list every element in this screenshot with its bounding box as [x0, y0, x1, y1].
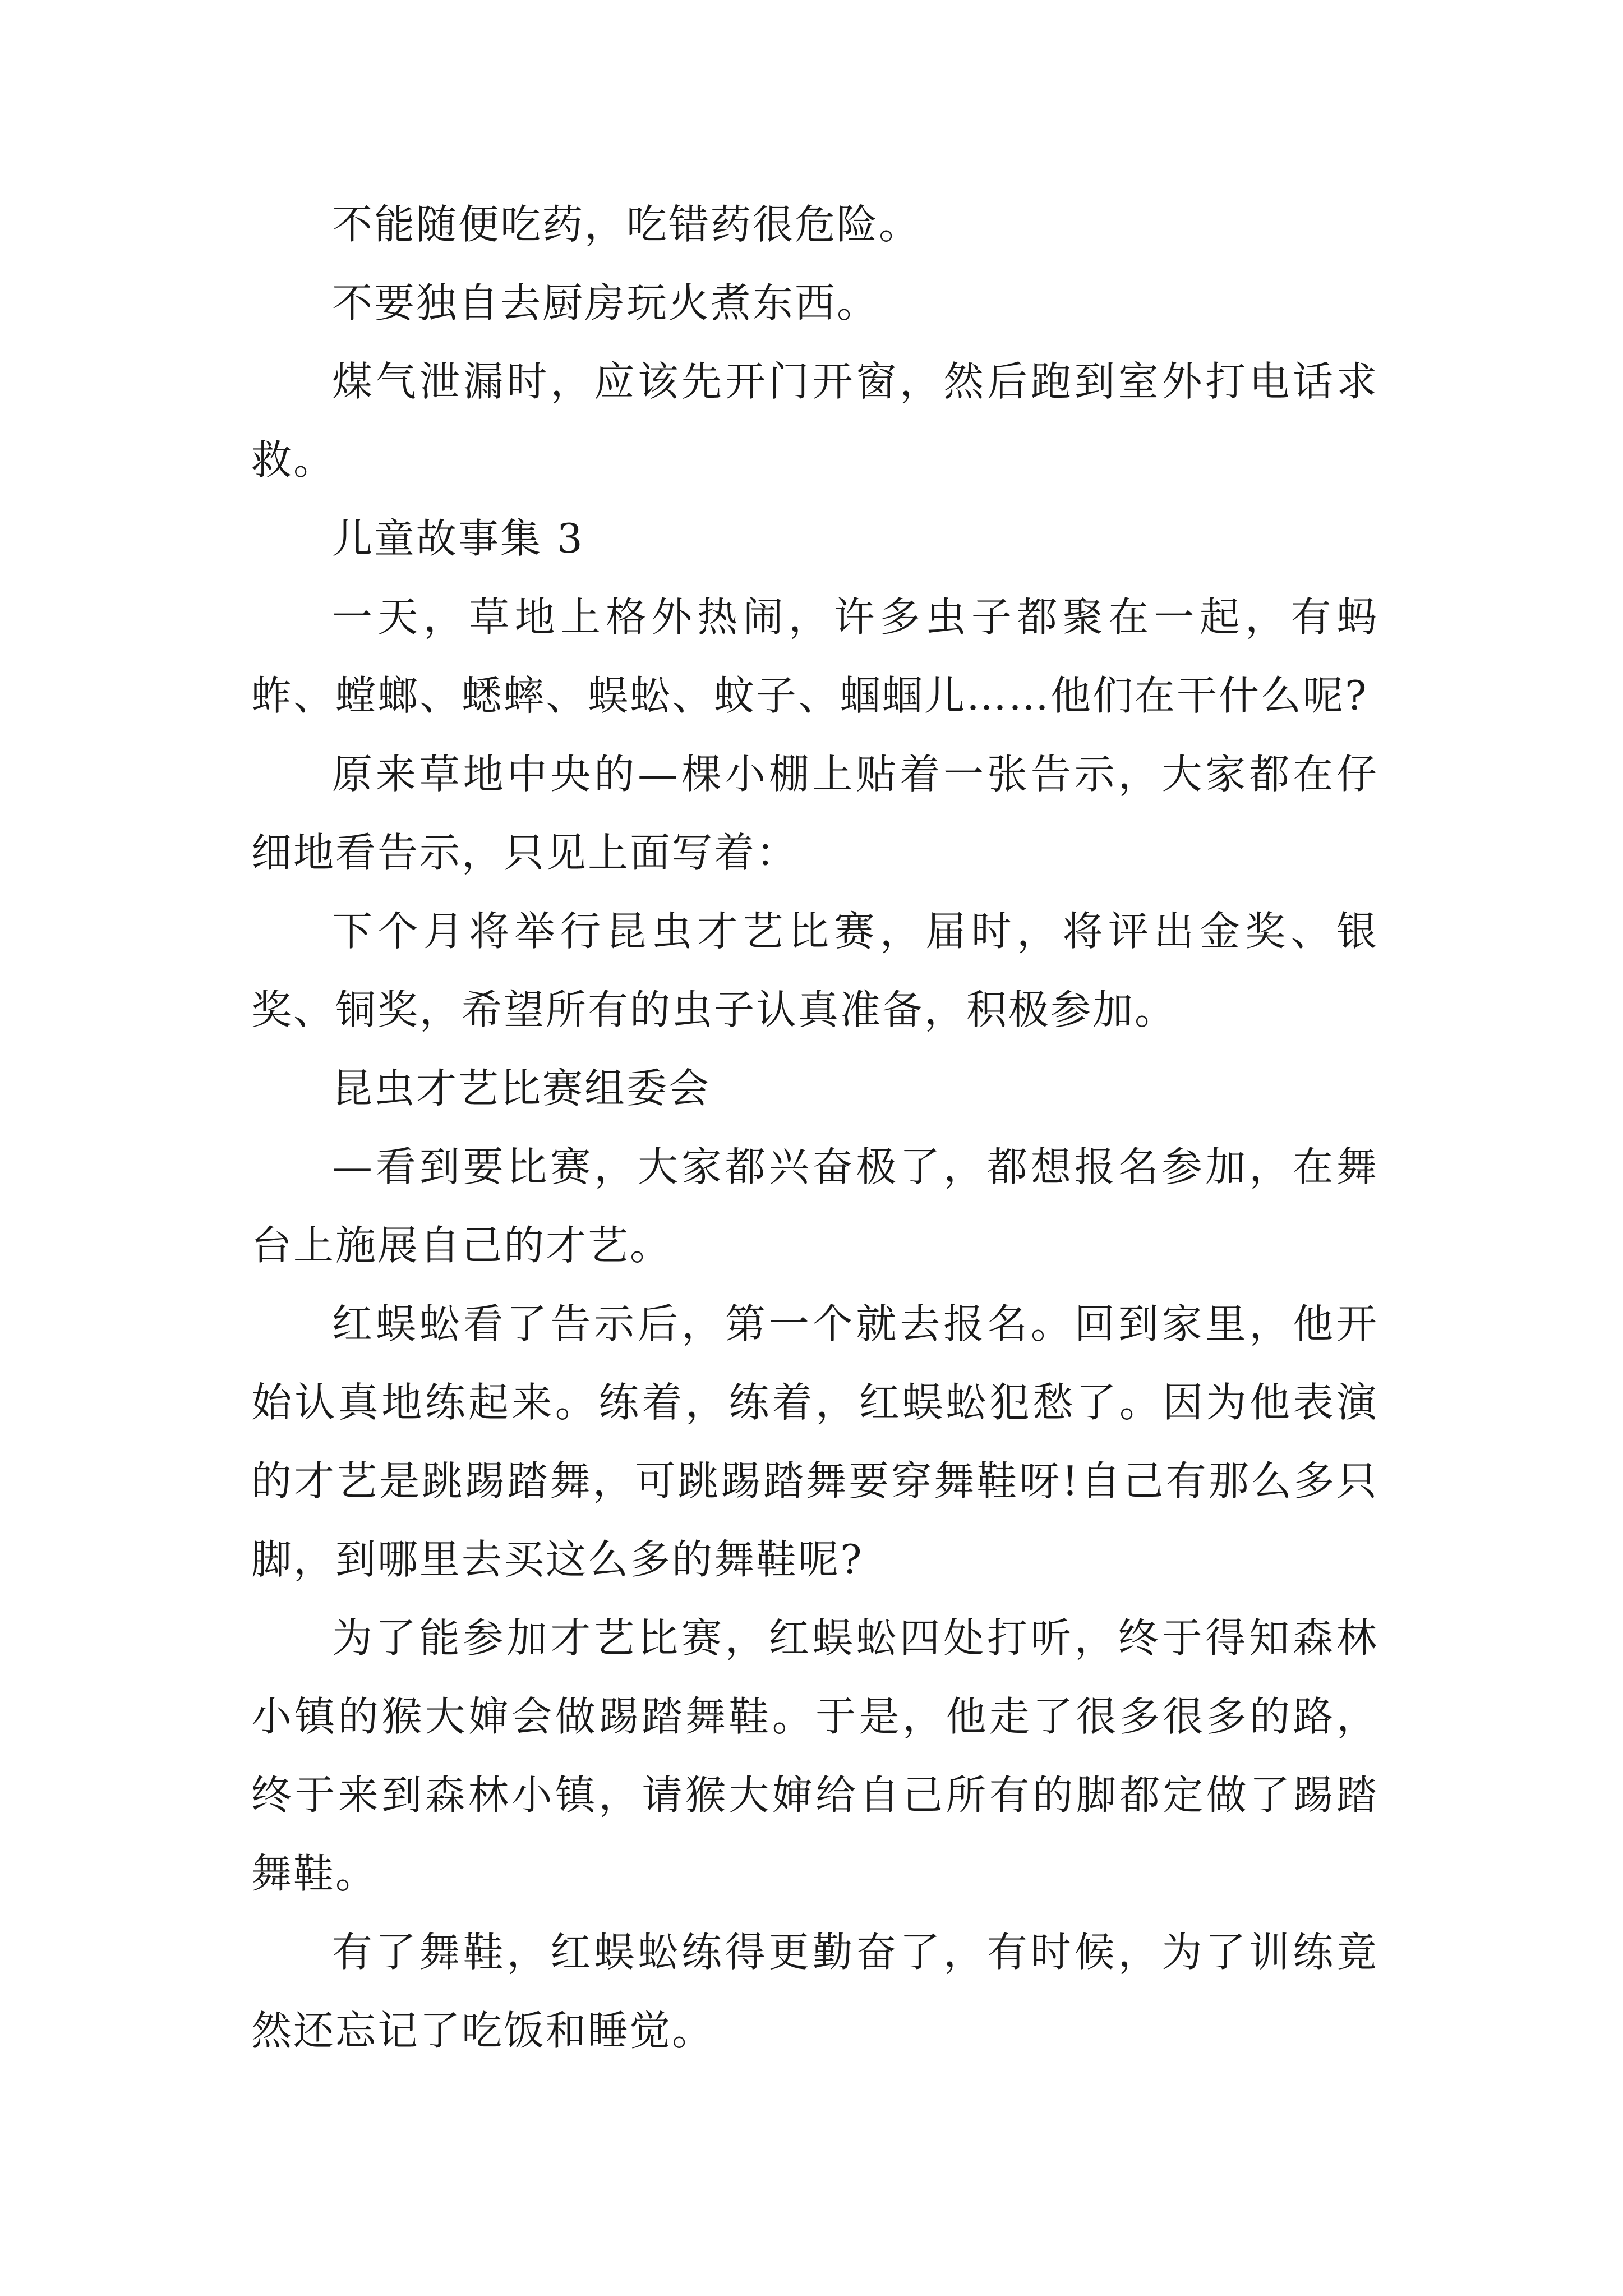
paragraph-excitement: —看到要比赛，大家都兴奋极了，都想报名参加，在舞台上施展自己的才艺。 — [251, 1143, 1378, 1269]
paragraph-medicine-warning: 不能随便吃药，吃错药很危险。 — [332, 201, 921, 248]
paragraph-notice-signature: 昆虫才艺比赛组委会 — [332, 1065, 711, 1112]
paragraph-notice-text: 下个月将举行昆虫才艺比赛，届时，将评出金奖、银奖、铜奖，希望所有的虫子认真准备，积极参加。 — [251, 908, 1378, 1033]
section-heading: 儿童故事集 3 — [332, 515, 584, 562]
paragraph-gas-leak-warning: 煤气泄漏时，应该先开门开窗，然后跑到室外打电话求救。 — [251, 358, 1378, 484]
paragraph-practice: 有了舞鞋，红蜈蚣练得更勤奋了，有时候，为了训练竟然还忘记了吃饭和睡觉。 — [251, 1929, 1378, 2054]
paragraph-centipede-problem: 红蜈蚣看了告示后，第一个就去报名。回到家里，他开始认真地练起来。练着，练着，红蜈蚣犯愁了。因为他表演的才艺是跳踢踏舞，可跳踢踏舞要穿舞鞋呀!自己有那么多只脚，到哪里去买这么多的舞鞋呢? — [251, 1300, 1378, 1583]
paragraph-story-opening: 一天，草地上格外热闹，许多虫子都聚在一起，有蚂蚱、螳螂、蟋蟀、蜈蚣、蚊子、蝈蝈儿……他们在干什么呢? — [251, 593, 1378, 719]
paragraph-notice-intro: 原来草地中央的—棵小棚上贴着一张告示，大家都在仔细地看告示，只见上面写着： — [251, 751, 1378, 876]
document-body — [251, 185, 1378, 2070]
paragraph-dance-shoes: 为了能参加才艺比赛，红蜈蚣四处打听，终于得知森林小镇的猴大婶会做踢踏舞鞋。于是，他走了很多很多的路，终于来到森林小镇，请猴大婶给自己所有的脚都定做了踢踏舞鞋。 — [251, 1614, 1378, 1897]
paragraph-kitchen-warning: 不要独自去厨房玩火煮东西。 — [332, 279, 879, 326]
